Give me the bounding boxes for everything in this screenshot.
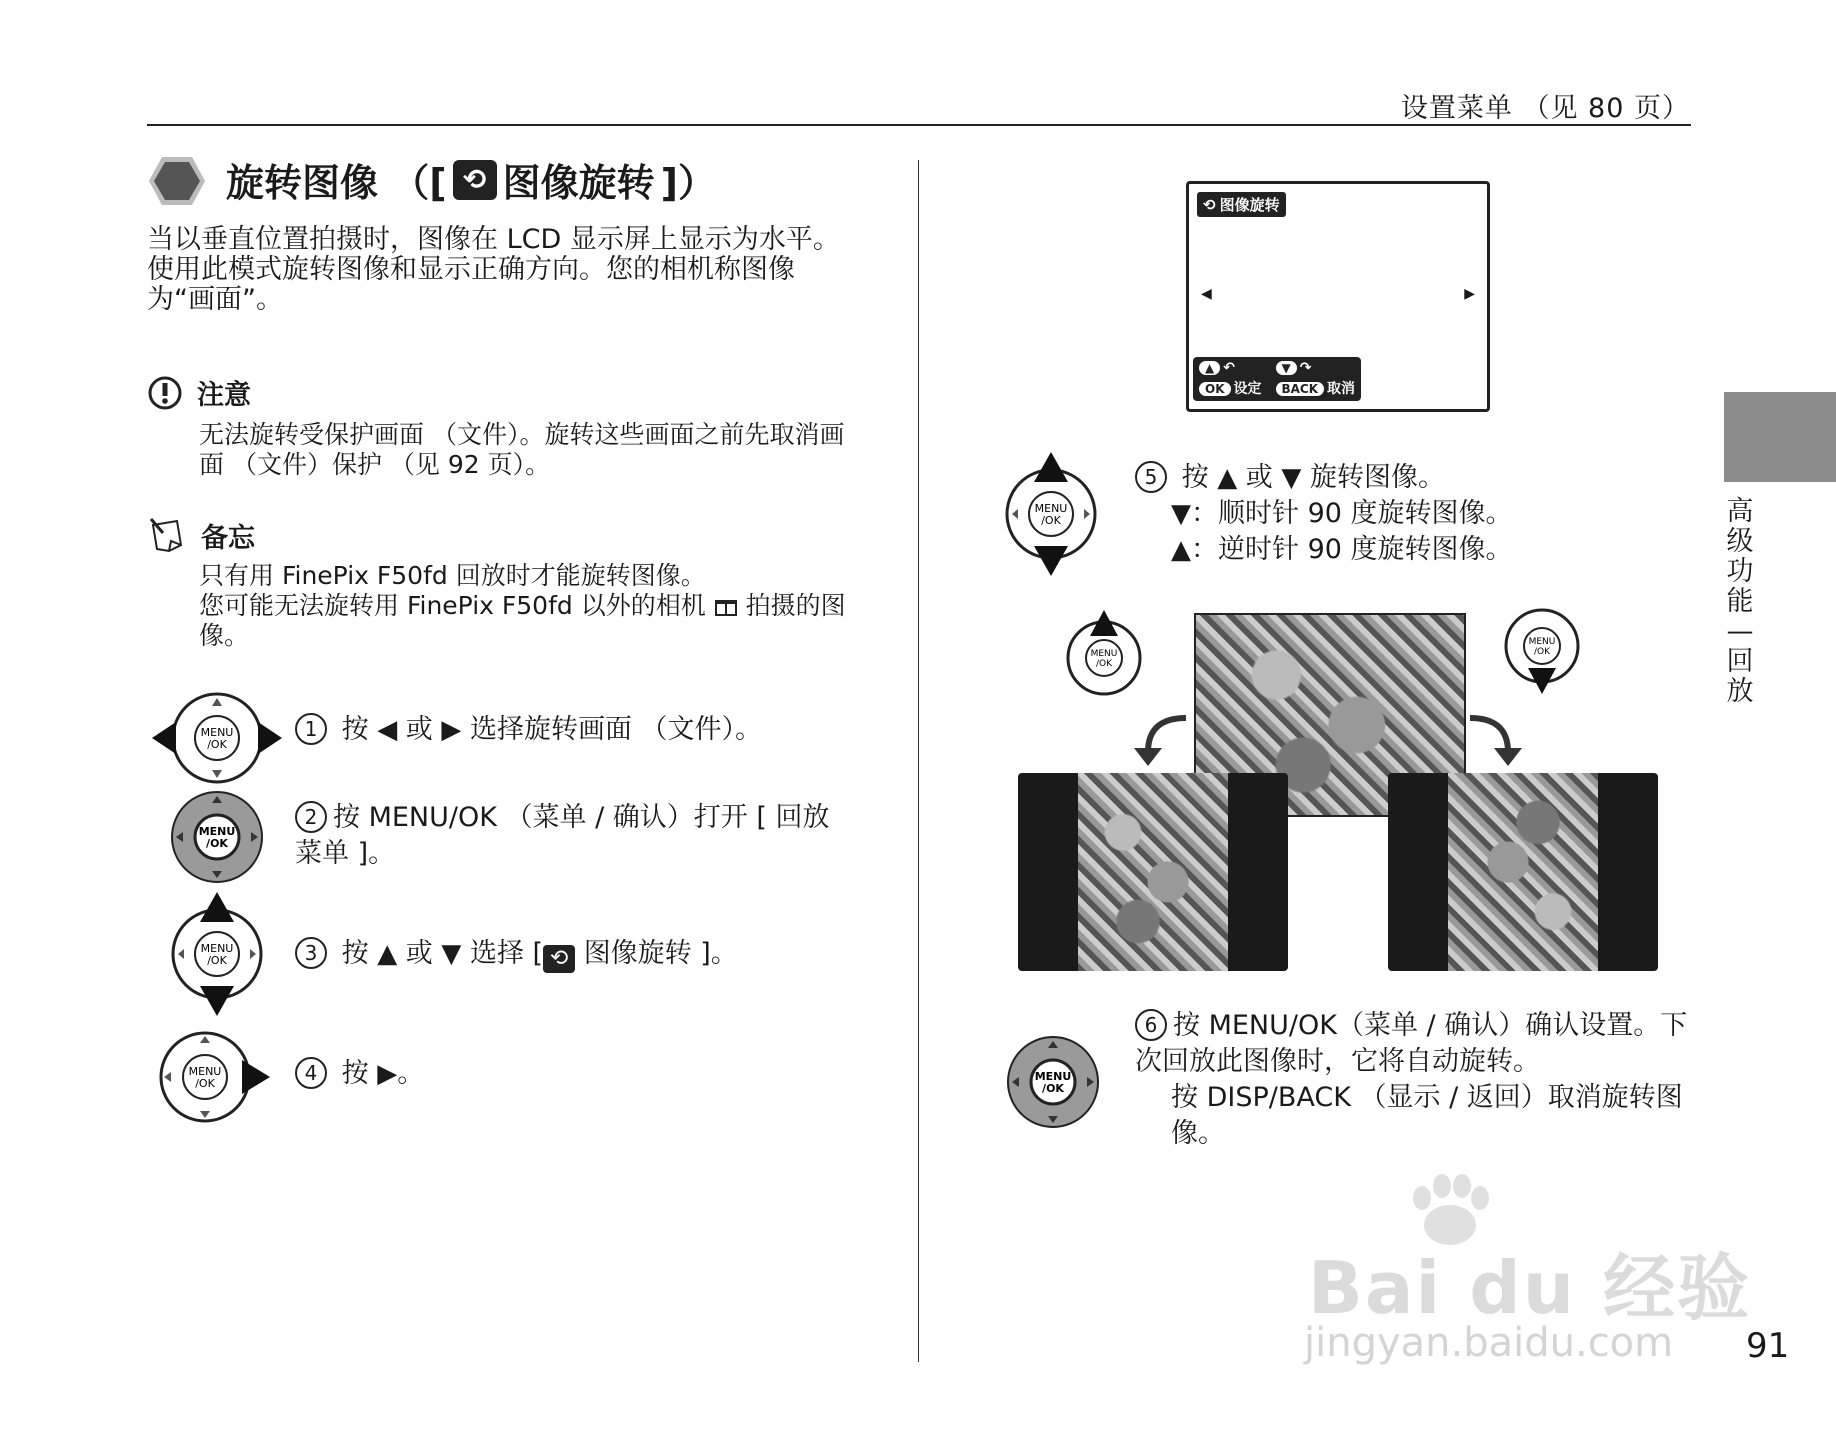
photo-cw-image [1448,773,1598,971]
svg-text:MENU: MENU [188,1065,222,1078]
dpad-up-down-icon [170,892,264,1016]
triangle-down-icon: ▼ [1281,463,1302,493]
step-1: 1 按 ◀ 或 ▶ 选择旋转画面 （文件）。 [295,712,762,748]
svg-text:/OK: /OK [1042,1082,1064,1095]
dpad-right-icon [158,1030,270,1124]
memo-line-1: 只有用 FinePix F50fd 回放时才能旋转图像。 [199,561,706,590]
triangle-up-icon: ▲ [1171,535,1191,565]
svg-text:/OK: /OK [195,1077,215,1090]
svg-text:/OK: /OK [207,738,227,751]
photo-rotated-ccw [1018,773,1288,971]
caution-icon [147,375,183,411]
memo-body [199,561,859,651]
memo-heading-text: 备忘 [201,522,255,554]
svg-text:MENU: MENU [1034,1070,1072,1083]
triangle-left-icon: ◀ [377,715,398,745]
curved-arrow-cw-icon [1466,712,1526,768]
lcd-right-arrow-icon: ▶ [1464,286,1475,302]
photo-ccw-image [1078,773,1228,971]
triangle-up-icon: ▲ [1217,463,1238,493]
triangle-up-icon: ▲ [377,939,398,969]
caution-heading-text: 注意 [197,380,251,411]
step-4: 4 按 ▶。 [295,1056,424,1092]
svg-text:MENU: MENU [1034,502,1068,515]
header-section-ref: 设置菜单 （见 80 页） [1400,93,1690,124]
svg-text:MENU: MENU [200,726,234,739]
dpad-menu-ok-icon [1006,1035,1100,1129]
page-title [226,152,716,207]
memo-line-2: 您可能无法旋转用 FinePix F50fd 以外的相机 拍摄的图像。 [199,591,846,650]
hexagon-bullet-icon [147,155,207,207]
svg-text:/OK: /OK [207,954,227,967]
step-5: 5 按 ▲ 或 ▼ 旋转图像。 ▼：顺时针 90 度旋转图像。 ▲：逆时针 90 度旋转图像。 [1135,460,1695,568]
side-section-tab [1724,392,1836,482]
svg-text:MENU: MENU [1090,649,1118,659]
caution-heading [147,373,251,412]
memo-icon [147,515,187,555]
svg-text:MENU: MENU [1528,637,1556,647]
step-2-number: 2 [295,801,327,833]
step-6: 6 按 MENU/OK（菜单 / 确认）确认设置。下次回放此图像时，它将自动旋转。 按 DISP/BACK （显示 / 返回）取消旋转图像。 [1135,1010,1688,1149]
svg-text:/OK: /OK [1041,514,1061,527]
column-divider [918,160,919,1362]
lcd-menu-tag: ⟲ 图像旋转 [1197,192,1286,217]
svg-text:/OK: /OK [206,837,228,850]
down-button-icon: ▼ [1276,361,1297,375]
watermark-url: jingyan.baidu.com [1304,1320,1674,1366]
watermark-brand: Bai du 经验 [1308,1246,1752,1330]
step-6-number: 6 [1135,1009,1167,1041]
step-1-number: 1 [295,713,327,745]
triangle-right-icon: ▶ [377,1059,398,1089]
up-button-icon: ▲ [1199,361,1220,375]
triangle-down-icon: ▼ [441,939,462,969]
step-3: 3 按 ▲ 或 ▼ 选择 [ ⟲ 图像旋转 ]。 [295,936,738,973]
caution-body: 无法旋转受保护画面 （文件）。旋转这些画面之前先取消画面 （文件）保护 （见 92 页）。 [199,420,845,479]
title-prefix: 旋转图像 （[ [226,161,447,205]
svg-text:MENU: MENU [198,825,236,838]
rotate-cw-icon: ↷ [1299,360,1312,376]
header-rule [147,124,1691,126]
dpad-up-down-icon [1004,452,1098,576]
step-4-number: 4 [295,1057,327,1089]
dpad-down-icon [1504,608,1580,694]
step-3-number: 3 [295,937,327,969]
intro-p1: 当以垂直位置拍摄时，图像在 LCD 显示屏上显示为水平。 [147,224,840,255]
step-2: 2 按 MENU/OK （菜单 / 确认）打开 [ 回放菜单 ]。 [295,802,830,869]
side-section-label: 高级功能—回放 [1726,496,1754,707]
photo-rotated-cw [1388,773,1658,971]
lcd-screen [1186,181,1490,412]
svg-text:/OK: /OK [1533,647,1551,657]
memo-heading [147,515,255,555]
rotate-ccw-icon: ↶ [1223,360,1235,376]
lcd-button-guide: ▲ ↶ ▼ ↷ OK 设定 BACK 取消 [1193,357,1361,401]
intro-text [147,225,847,315]
rotate-icon: ⟲ [1203,195,1216,214]
rotate-icon: ⟲ [453,160,497,200]
step-5-number: 5 [1135,461,1167,493]
gift-icon [714,595,738,617]
lcd-left-arrow-icon: ◀ [1201,286,1212,302]
dpad-up-icon [1066,610,1142,696]
title-suffix: ]） [660,161,716,205]
svg-text:MENU: MENU [200,942,234,955]
rotate-icon: ⟲ [543,945,575,973]
svg-text:/OK: /OK [1095,659,1113,669]
dpad-left-right-icon [152,690,282,786]
page-number: 91 [1746,1326,1790,1366]
triangle-right-icon: ▶ [441,715,462,745]
intro-p2: 使用此模式旋转图像和显示正确方向。您的相机称图像为“画面”。 [147,254,795,315]
dpad-menu-ok-icon [170,790,264,884]
title-icon-label: 图像旋转 [502,161,655,205]
triangle-down-icon: ▼ [1171,499,1191,529]
curved-arrow-ccw-icon [1130,712,1190,768]
